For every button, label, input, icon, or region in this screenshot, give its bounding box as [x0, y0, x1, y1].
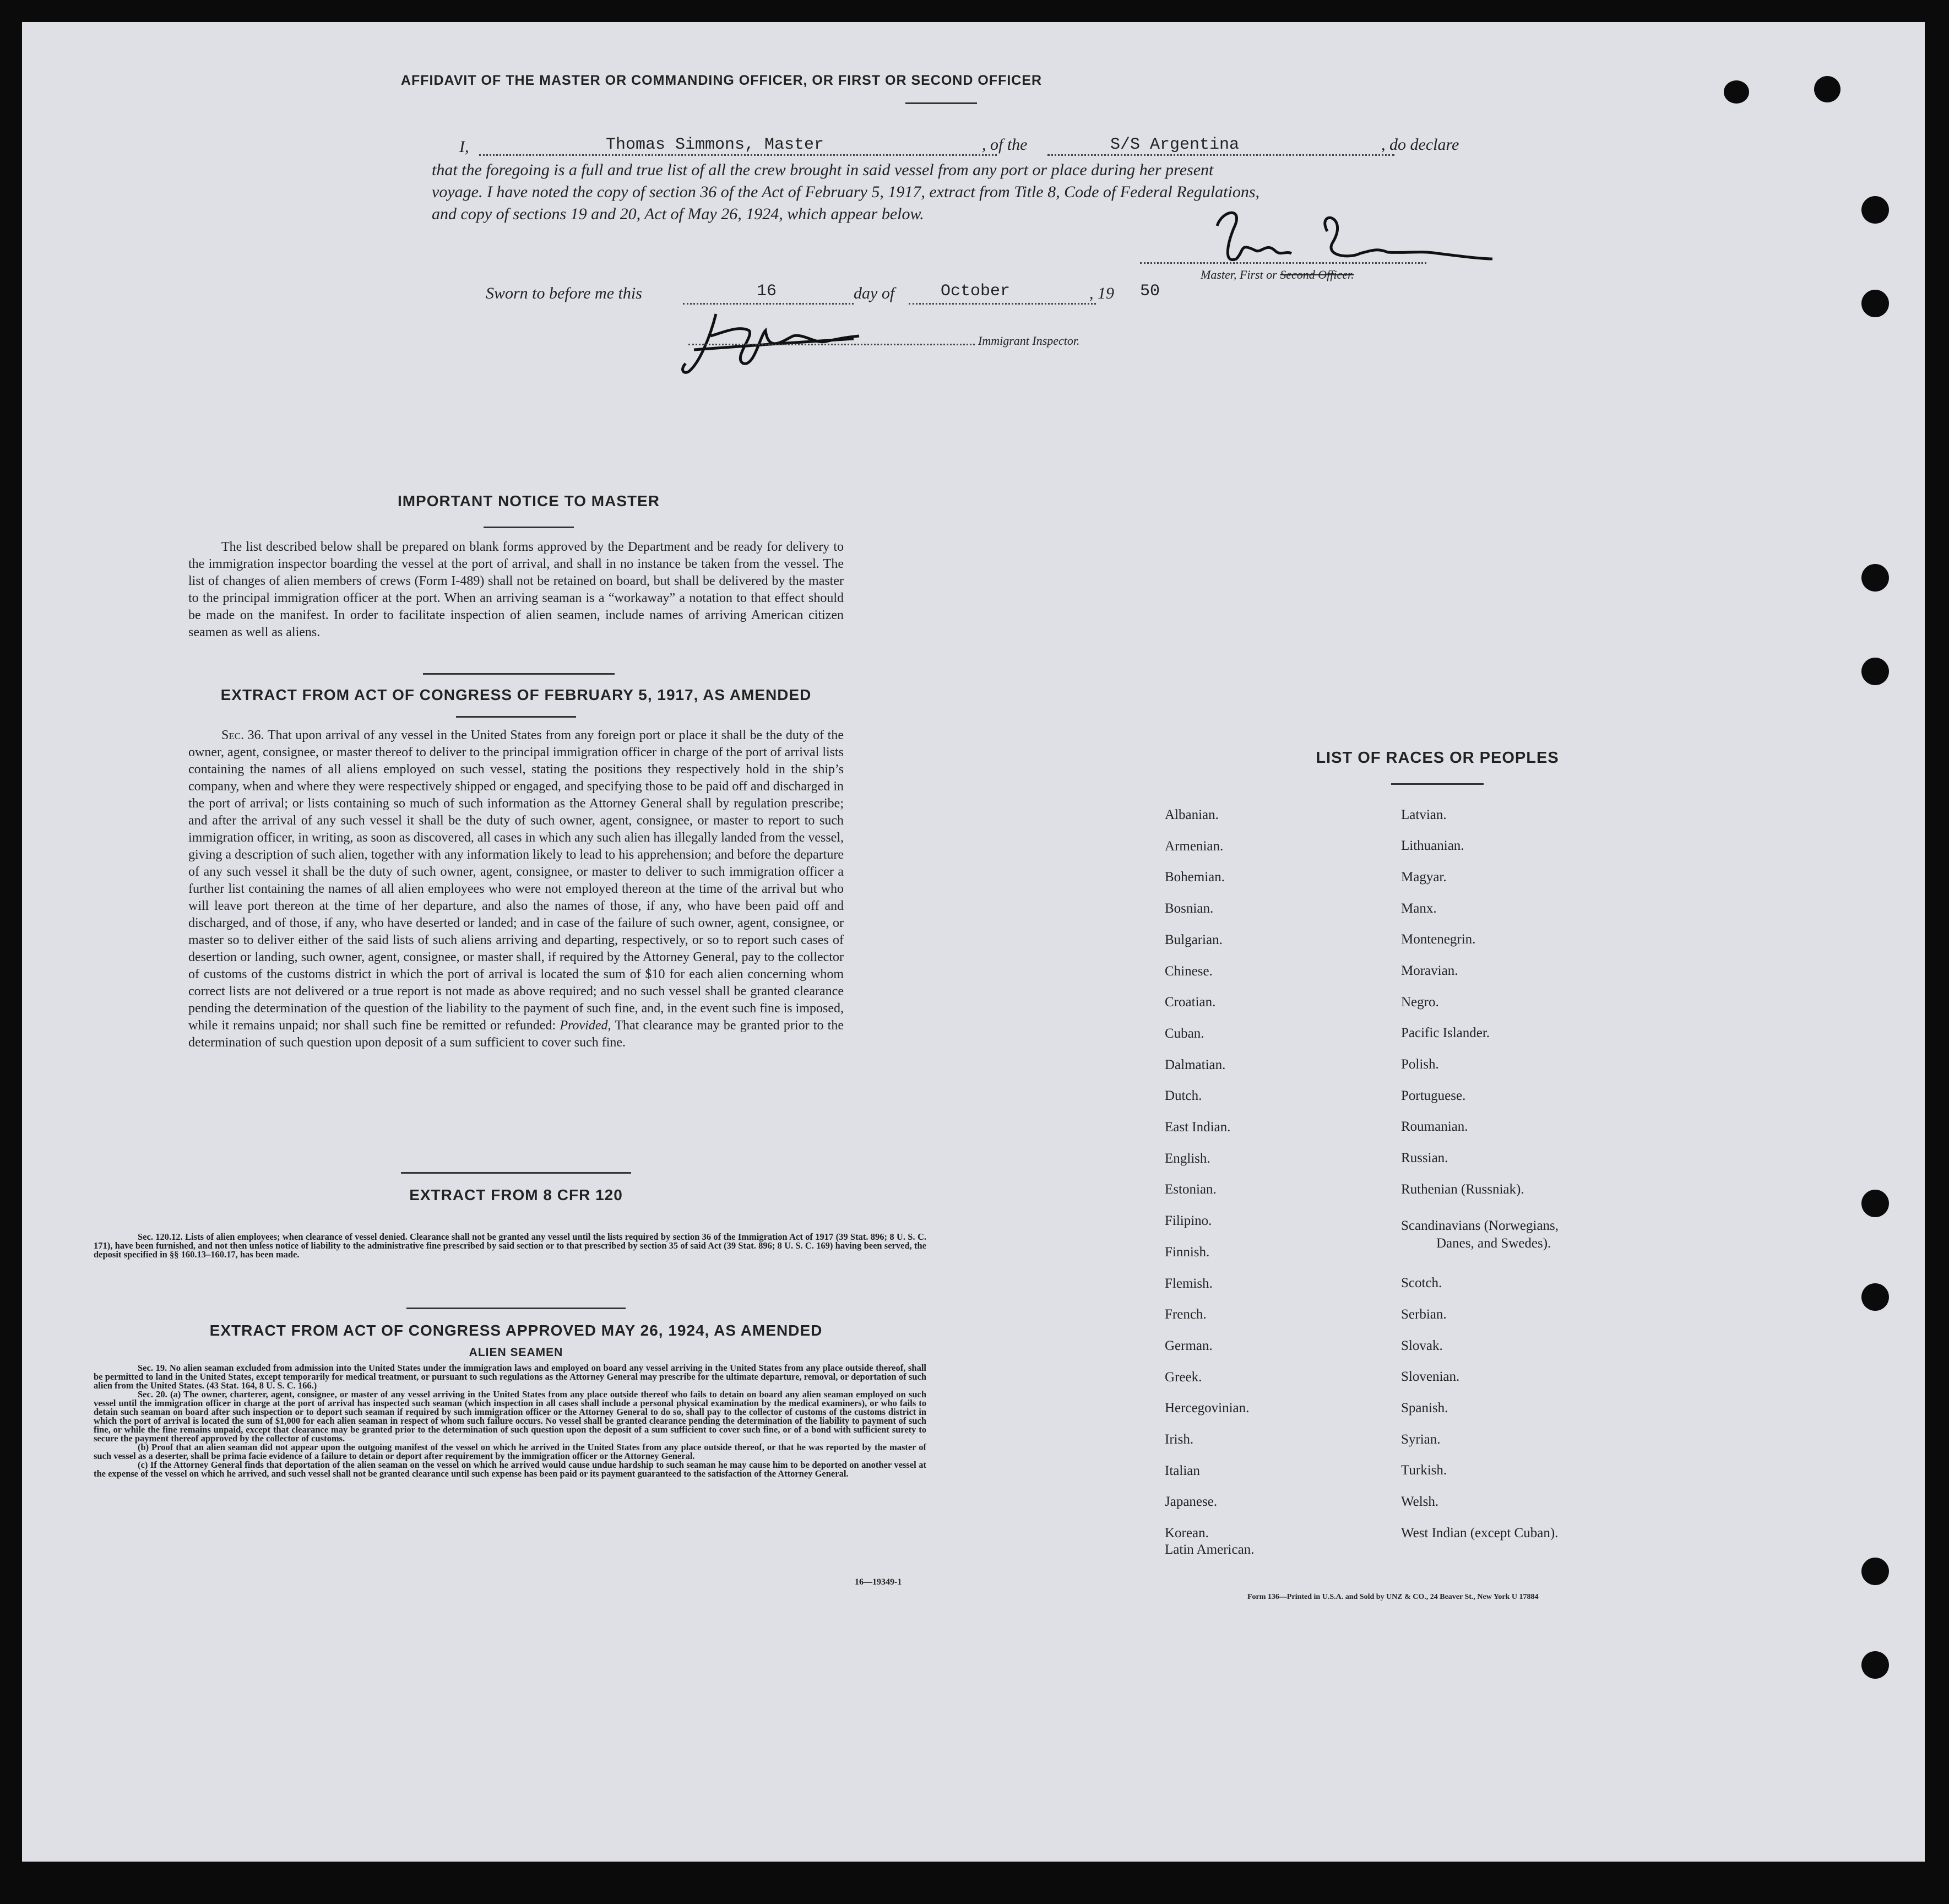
- punch-hole: [1861, 290, 1889, 317]
- divider: [401, 1172, 631, 1174]
- race-item: Dalmatian.: [1165, 1057, 1226, 1072]
- section-20c: (c) If the Attorney General finds that deportation of the alien seaman on the vessel on which he arrived would cause undue hardship to such seaman he may cause him to be deported on another vessel at the expense of the vessel on which he arrived, and such vessel shall not be granted clearance until such expense has been paid or its payment guaranteed to the satisfaction of the Attorney General.: [94, 1460, 926, 1479]
- race-item: Serbian.: [1401, 1307, 1447, 1322]
- race-item: Roumanian.: [1401, 1119, 1468, 1134]
- divider: [905, 102, 977, 104]
- race-item: East Indian.: [1165, 1120, 1231, 1135]
- sworn-month: October: [941, 282, 1011, 301]
- race-item: Bulgarian.: [1165, 932, 1223, 947]
- race-item: Chinese.: [1165, 964, 1213, 979]
- race-item: Scandinavians (Norwegians,: [1401, 1218, 1559, 1233]
- extract-1917-title: EXTRACT FROM ACT OF CONGRESS OF FEBRUARY 5, 1917, AS AMENDED: [220, 686, 812, 703]
- punch-hole: [1861, 1190, 1889, 1217]
- day-of-text: day of: [854, 284, 895, 302]
- act-1924-body: [94, 1364, 926, 1478]
- race-item: Polish.: [1401, 1057, 1439, 1072]
- race-item: English.: [1165, 1151, 1210, 1166]
- year-prefix: , 19: [1089, 284, 1114, 302]
- extract-1917-body: [188, 727, 844, 1051]
- race-item: Italian: [1165, 1463, 1200, 1478]
- act-1924-subtitle: ALIEN SEAMEN: [469, 1346, 563, 1359]
- form-code: 16—19349-1: [855, 1577, 902, 1587]
- month-blank: [909, 303, 1096, 305]
- punch-hole: [1861, 658, 1889, 685]
- divider: [484, 527, 574, 528]
- race-item: Japanese.: [1165, 1494, 1218, 1509]
- race-item: Bosnian.: [1165, 901, 1214, 916]
- form-footer: Form 136—Printed in U.S.A. and Sold by UNZ & CO., 24 Beaver St., New York U 17884: [1247, 1593, 1539, 1601]
- race-item: Manx.: [1401, 901, 1437, 916]
- race-item: Hercegovinian.: [1165, 1401, 1250, 1415]
- race-item: Flemish.: [1165, 1276, 1213, 1291]
- master-caption-struck: Second Officer.: [1280, 268, 1354, 281]
- affidavit-title: AFFIDAVIT OF THE MASTER OR COMMANDING OFFICER, OR FIRST OR SECOND OFFICER: [400, 73, 1043, 88]
- section-36-tail: That clearance may be granted prior to the determination of such question upon deposit of a sum sufficient to cover such fine.: [188, 1018, 844, 1050]
- race-item: Montenegrin.: [1401, 932, 1476, 947]
- race-item: West Indian (except Cuban).: [1401, 1526, 1559, 1540]
- provided-word: Provided,: [560, 1018, 611, 1033]
- section-36-label: Sec. 36.: [221, 728, 264, 742]
- race-item: Slovak.: [1401, 1338, 1443, 1353]
- vessel-blank: [1047, 154, 1394, 156]
- race-item: Turkish.: [1401, 1463, 1447, 1478]
- cfr-body: Sec. 120.12. Lists of alien employees; when clearance of vessel denied. Clearance shall not be granted any vessel until the lists required by section 36 of the Immigration Act of 1917 (39 Stat. 896; 8 U. S. C. 171), have been furnished, and not then unless notice of liability to the administrative fine prescribed by said section or to that prescribed by section 35 of said Act (39 Stat. 896; 8 U. S. C. 169) having been served, the deposit specified in §§ 160.13–160.17, has been made.: [94, 1232, 926, 1260]
- race-item: Croatian.: [1165, 995, 1216, 1010]
- inspector-caption: Immigrant Inspector.: [978, 334, 1080, 348]
- name-blank: [479, 154, 997, 156]
- race-item: Korean.: [1165, 1526, 1209, 1540]
- race-item: Welsh.: [1401, 1494, 1439, 1509]
- race-item: Lithuanian.: [1401, 838, 1464, 853]
- affidavit-line-3: voyage. I have noted the copy of section 36 of the Act of February 5, 1917, extract from Title 8, Code of Federal Regulations,: [432, 183, 1260, 201]
- race-item: Russian.: [1401, 1151, 1448, 1165]
- divider: [1391, 783, 1484, 785]
- punch-hole: [1724, 80, 1749, 104]
- race-item: Ruthenian (Russniak).: [1401, 1182, 1524, 1197]
- document-page: [22, 22, 1925, 1862]
- race-item: Albanian.: [1165, 807, 1219, 822]
- race-item: Latin American.: [1165, 1542, 1255, 1557]
- divider: [456, 716, 576, 718]
- master-caption: [1201, 268, 1354, 282]
- race-item: Scotch.: [1401, 1276, 1442, 1290]
- vessel-name: S/S Argentina: [1110, 135, 1240, 154]
- race-item: Bohemian.: [1165, 870, 1225, 885]
- race-item: Irish.: [1165, 1432, 1194, 1447]
- master-caption-text: Master, First or: [1201, 268, 1277, 281]
- race-item: Negro.: [1401, 995, 1439, 1010]
- section-20b: (b) Proof that an alien seaman did not appear upon the outgoing manifest of the vessel on which he arrived in the United States from any place outside thereof, or that he was reported by the master of such vessel as a deserter, shall be prima facie evidence of a failure to detain or deport after requirement by the immigration officer or the Attorney General.: [94, 1442, 926, 1461]
- sworn-year: 50: [1140, 282, 1160, 301]
- affidavit-line-2: that the foregoing is a full and true list of all the crew brought in said vessel from any port or place during her present: [432, 161, 1214, 179]
- race-item: French.: [1165, 1307, 1207, 1322]
- race-item: Filipino.: [1165, 1213, 1212, 1228]
- race-item: Slovenian.: [1401, 1369, 1460, 1384]
- race-item: Portuguese.: [1401, 1088, 1466, 1103]
- race-item: Pacific Islander.: [1401, 1026, 1490, 1040]
- races-title: LIST OF RACES OR PEOPLES: [1316, 749, 1559, 767]
- race-item: German.: [1165, 1338, 1213, 1353]
- punch-hole: [1861, 564, 1889, 592]
- punch-hole: [1861, 1283, 1889, 1311]
- section-20a: Sec. 20. (a) The owner, charterer, agent, consignee, or master of any vessel arriving in the United States from any place outside thereof who fails to detain on board any alien seaman employed on such vessel until the immigration officer in charge at the port of arrival has inspected such seaman (which inspection in all cases shall include a personal physical examination by the medical examiners), or who fails to detain such seaman on board after such inspection or to deport such seaman if required by such immigration officer or the Attorney General to do so, shall pay to the collector of customs of the customs district in which the port of arrival is located the sum of $1,000 for each alien seaman in respect of whom such failure occurs. No vessel shall be granted clearance pending the determination of the liability to payment of such fine, or while the fine remains unpaid, except that clearance may be granted prior to the determination of such question upon the deposit of a sum sufficient to cover such fine, or of a bond with sufficient surety to secure the payment thereof approved by the collector of customs.: [94, 1389, 926, 1444]
- race-item: Greek.: [1165, 1370, 1202, 1385]
- notice-body: The list described below shall be prepared on blank forms approved by the Department and be ready for delivery to the immigration inspector boarding the vessel at the port of arrival, and shall in no instance be taken from the vessel. The list of changes of alien members of crews (Form I-489) shall not be retained on board, but shall be delivered by the master to the principal immigration officer at the port. When an arriving seaman is a “workaway” a notation to that effect should be made on the manifest. In order to facilitate inspection of alien seamen, include names of arriving American citizen seamen as well as aliens.: [188, 540, 844, 639]
- race-item: Finnish.: [1165, 1245, 1210, 1260]
- master-name: Thomas Simmons, Master: [606, 135, 824, 154]
- act-1924-title: EXTRACT FROM ACT OF CONGRESS APPROVED MAY 26, 1924, AS AMENDED: [209, 1322, 823, 1339]
- race-item: Cuban.: [1165, 1026, 1204, 1041]
- punch-hole: [1861, 196, 1889, 224]
- section-36-text: That upon arrival of any vessel in the United States from any foreign port or place it shall be the duty of the owner, agent, consignee, or master thereof to deliver to the principal immigration officer in charge of the port of arrival lists containing the names of all aliens employed on such vessel, stating the positions they respectively hold in the ship’s company, when and where they were respectively shipped or engaged, and specifying those to be paid off and discharged in the port of arrival; or lists containing so much of such information as the Attorney General shall by regulation prescribe; and after the arrival of any such vessel it shall be the duty of such owner, agent, consignee, or master to report to such immigration officer, in writing, as soon as discovered, all cases in which any such alien has illegally landed from the vessel, giving a description of such alien, together with any information likely to lead to his apprehension; and before the departure of any such vessel it shall be the duty of such owner, agent, consignee, or master to deliver to such immigration officer a further list containing the names of all alien employees who were not employed thereon at the time of the arrival but who will leave port thereon at the time of her departure, and also the names of those, if any, who have been paid off and discharged, and of those, if any, who have deserted or landed; and in case of the failure of such owner, agent, consignee, or master so to deliver either of the said lists of such aliens arriving and departing, respectively, or so to report such cases of desertion or landing, such owner, agent, consignee, or master shall, if required by the Attorney General, pay to the collector of customs of the customs district in which the port of arrival is located the sum of $10 for each alien concerning whom correct lists are not delivered or a true report is not made as above required; and no such vessel shall be granted clearance pending the determination of the question of the liability to the payment of such fine, and, in the event such fine is imposed, while it remains unpaid; nor shall such fine be remitted or refunded:: [188, 728, 844, 1033]
- race-item: Estonian.: [1165, 1182, 1217, 1197]
- inspector-signature-line: [688, 344, 975, 345]
- race-item: Dutch.: [1165, 1088, 1202, 1103]
- master-signature-line: [1140, 262, 1426, 264]
- affidavit-line-4: and copy of sections 19 and 20, Act of May 26, 1924, which appear below.: [432, 205, 924, 223]
- race-item: Armenian.: [1165, 839, 1224, 854]
- divider: [423, 673, 615, 675]
- divider: [406, 1308, 626, 1309]
- cfr-title: EXTRACT FROM 8 CFR 120: [409, 1186, 623, 1203]
- race-item: Moravian.: [1401, 963, 1458, 978]
- race-item: Magyar.: [1401, 870, 1447, 885]
- race-item: Danes, and Swedes).: [1436, 1236, 1551, 1251]
- race-item: Syrian.: [1401, 1432, 1441, 1447]
- race-item: Spanish.: [1401, 1401, 1448, 1415]
- of-the-text: , of the: [982, 135, 1028, 154]
- do-declare-text: , do declare: [1381, 135, 1459, 154]
- punch-hole: [1814, 76, 1841, 102]
- punch-hole: [1861, 1651, 1889, 1679]
- affidavit-i: I,: [459, 138, 469, 156]
- sworn-text: Sworn to before me this: [486, 284, 642, 302]
- race-item: Latvian.: [1401, 807, 1447, 822]
- section-19: Sec. 19. No alien seaman excluded from admission into the United States under the immigration laws and employed on board any vessel arriving in the United States from any place outside thereof, shall be permitted to land in the United States, except temporarily for medical treatment, or pursuant to such regulations as the Attorney General may prescribe for the ultimate departure, removal, or deportation of such alien from the United States. (43 Stat. 164, 8 U. S. C. 166.): [94, 1363, 926, 1391]
- notice-title: IMPORTANT NOTICE TO MASTER: [397, 492, 660, 509]
- punch-hole: [1861, 1558, 1889, 1585]
- sworn-day: 16: [757, 282, 777, 301]
